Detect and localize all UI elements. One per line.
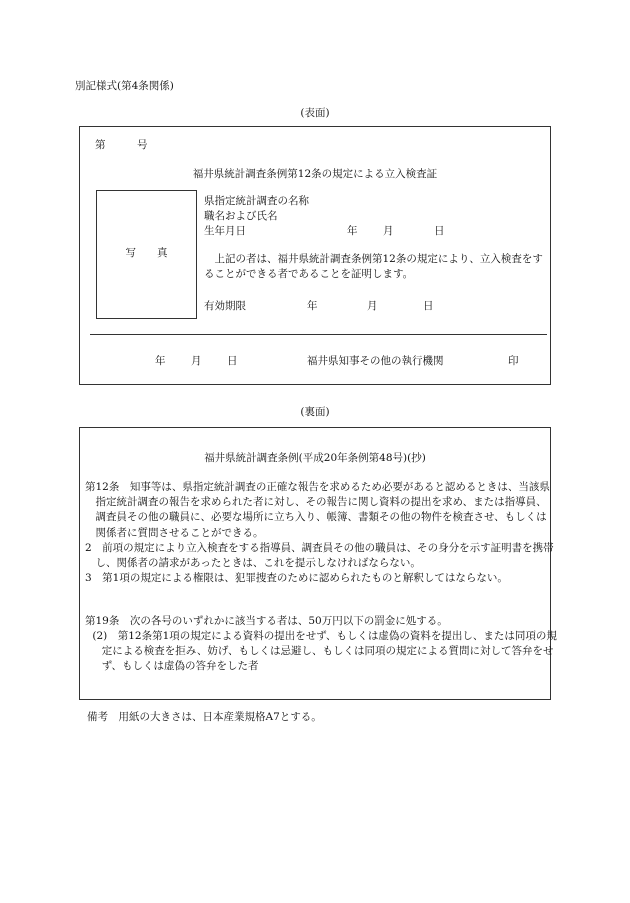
back-side-card xyxy=(79,427,557,700)
birth-month-label: 月 xyxy=(383,225,394,237)
birth-day-label: 日 xyxy=(434,225,445,237)
survey-name-label: 県指定統計調査の名称 xyxy=(204,195,309,207)
certification-text: 上記の者は、福井県統計調査条例第12条の規定により、立入検査をすることができる者であることを証明します。 xyxy=(204,253,543,281)
front-side-card xyxy=(79,126,551,385)
seal-label: 印 xyxy=(508,355,519,367)
ordinance-title: 福井県統計調査条例(平成20年条例第48号)(抄) xyxy=(204,452,426,464)
article-19-paragraph-1: 第19条 次の各号のいずれかに該当する者は、50万円以下の罰金に処する。 xyxy=(85,615,448,627)
validity-year-label: 年 xyxy=(307,300,318,312)
issue-year-label: 年 xyxy=(155,355,166,367)
back-side-label: (裏面) xyxy=(300,406,330,418)
article-19-item-2: (2) 第12条第1項の規定による資料の提出をせず、もしくは虚偽の資料を提出し、または同項の規定による検査を拒み、妨げ、もしくは忌避し、もしくは同項の規定による質問に対して答弁をせず、もしくは虚偽の答弁をした者 xyxy=(92,630,557,673)
issue-day-label: 日 xyxy=(227,355,238,367)
card-divider xyxy=(90,334,547,335)
article-12-paragraph-3: 3 第1項の規定による権限は、犯罪捜査のために認められたものと解釈してはならない。 xyxy=(85,572,508,584)
validity-month-label: 月 xyxy=(367,300,378,312)
birth-date-label: 生年月日 xyxy=(204,225,246,237)
position-name-label: 職名および氏名 xyxy=(204,210,278,222)
issuer-label: 福井県知事その他の執行機関 xyxy=(307,355,444,367)
article-12-paragraph-2: 2 前項の規定により立入検査をする指導員、調査員その他の職員は、その身分を示す証明書を携帯し、関係者の請求があったときは、これを提示しなければならない。 xyxy=(85,542,554,570)
card-number-line: 第 号 xyxy=(95,139,148,151)
form-designation: 別記様式(第4条関係) xyxy=(75,80,174,92)
front-side-label: (表面) xyxy=(300,107,330,119)
remark-note: 備考 用紙の大きさは、日本産業規格A7とする。 xyxy=(87,711,322,723)
photo-label: 写 真 xyxy=(125,247,168,259)
issue-month-label: 月 xyxy=(191,355,202,367)
article-12-paragraph-1: 第12条 知事等は、県指定統計調査の正確な報告を求めるため必要があると認めるときは、当該県指定統計調査の報告を求められた者に対し、その報告に関し資料の提出を求め、または指導員、調査員その他の職員に、必要な場所に立ち入り、帳簿、書類その他の物件を検査させ、もしくは関係者に質問させることができる。 xyxy=(85,481,550,539)
validity-label: 有効期限 xyxy=(204,300,246,312)
photo-frame xyxy=(96,190,197,319)
validity-day-label: 日 xyxy=(423,300,434,312)
card-title: 福井県統計調査条例第12条の規定による立入検査証 xyxy=(192,168,438,180)
birth-year-label: 年 xyxy=(347,225,358,237)
